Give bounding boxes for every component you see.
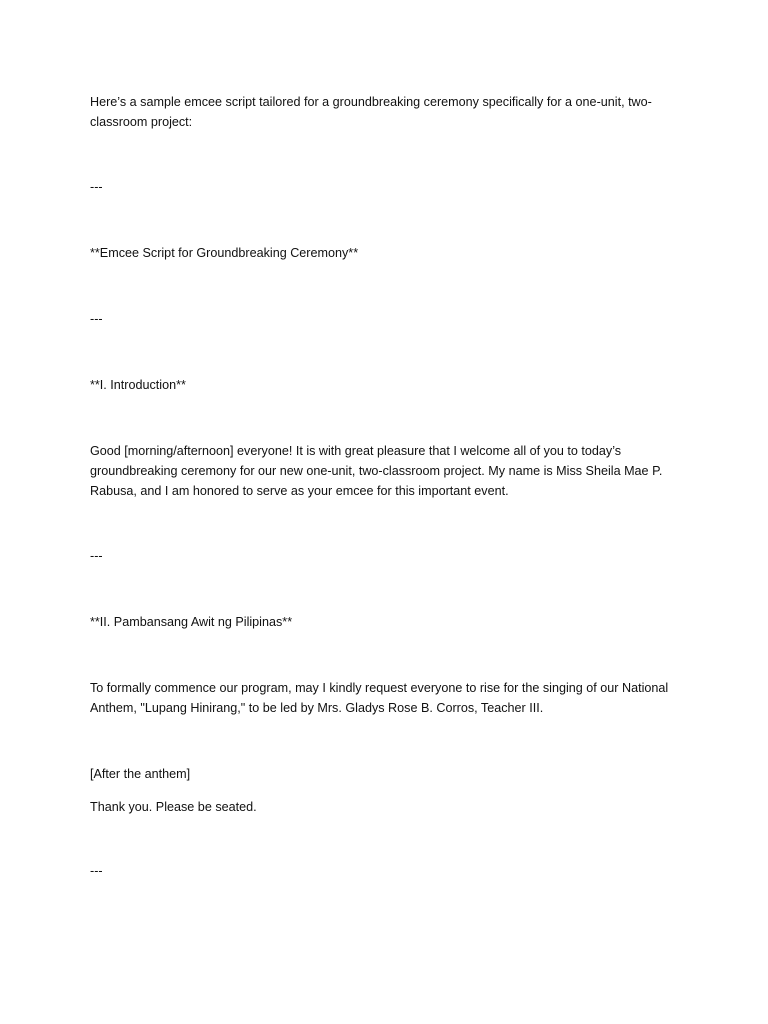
- separator-4: ---: [90, 864, 103, 878]
- section-anthem-body: To formally commence our program, may I kindly request everyone to rise for the singing of our National Anthem, "Lupang Hinirang," to be led by Mrs. Gladys Rose B. Corros, Teacher III.: [90, 681, 669, 715]
- separator-3: ---: [90, 549, 103, 563]
- section-introduction-body: Good [morning/afternoon] everyone! It is with great pleasure that I welcome all of you to today’s groundbreaking ceremony for our new one-unit, two-classroom project. My name is Miss Sheila Mae P. Rabusa, and I am honored to serve as your emcee for this important event.: [90, 444, 663, 498]
- stage-direction: [After the anthem]: [90, 767, 191, 781]
- section-introduction-heading: **I. Introduction**: [90, 378, 186, 392]
- closing-line: Thank you. Please be seated.: [90, 800, 257, 814]
- intro-paragraph: Here’s a sample emcee script tailored for a groundbreaking ceremony specifically for a one-unit, two-classroom project:: [90, 95, 652, 129]
- separator-2: ---: [90, 312, 103, 326]
- section-anthem-heading: **II. Pambansang Awit ng Pilipinas**: [90, 615, 293, 629]
- script-title: **Emcee Script for Groundbreaking Ceremony**: [90, 246, 359, 260]
- separator-1: ---: [90, 180, 103, 194]
